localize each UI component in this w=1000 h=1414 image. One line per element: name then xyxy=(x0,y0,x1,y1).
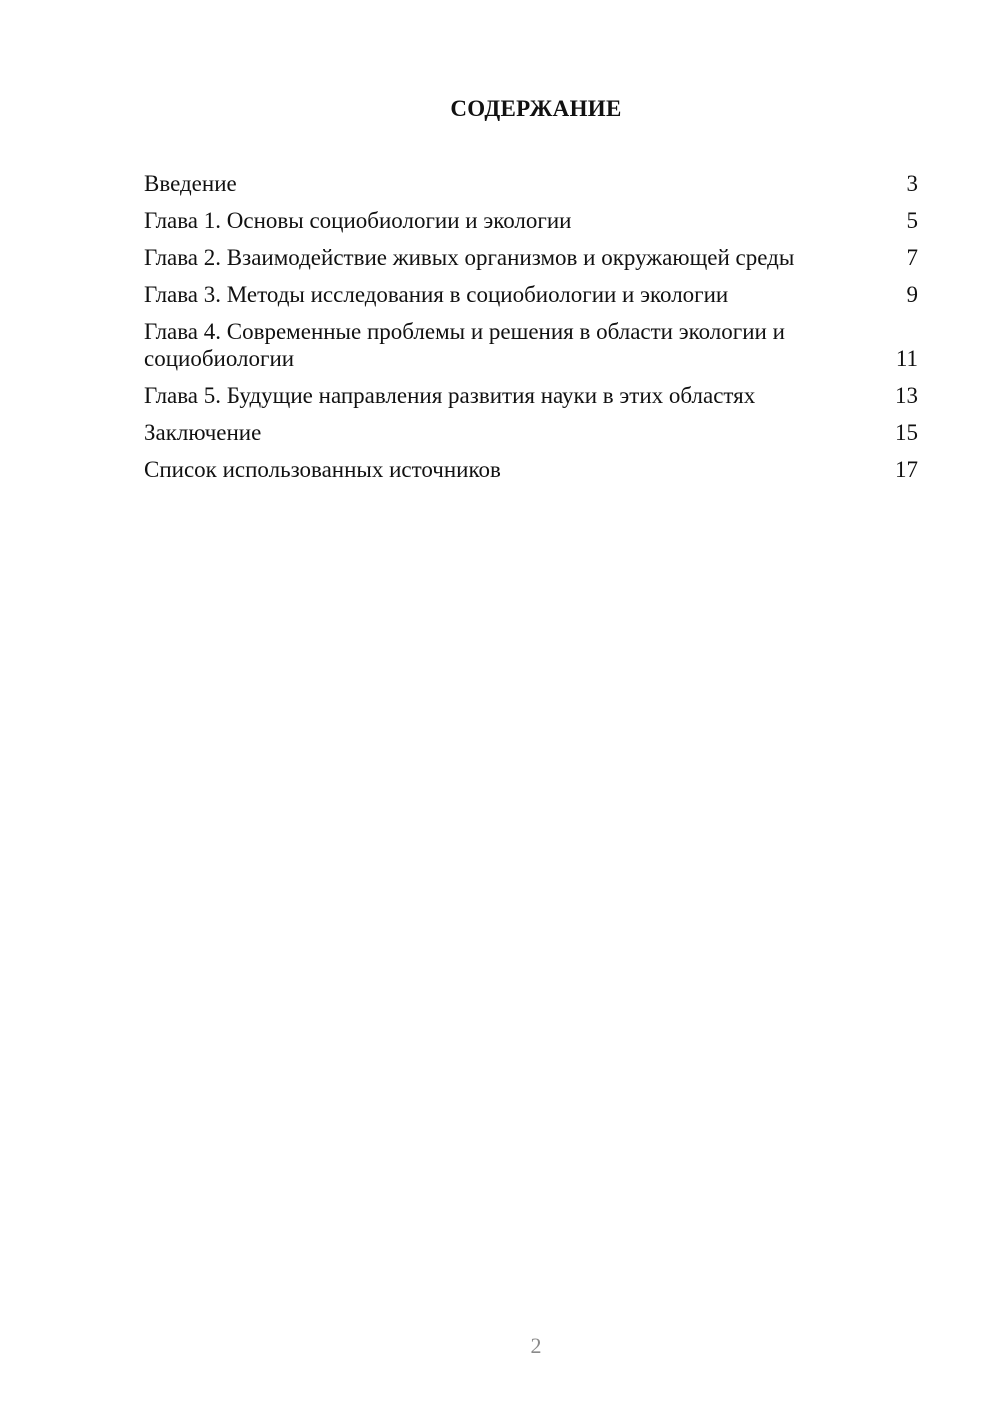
toc-entry-label: Глава 1. Основы социобиологии и экологии xyxy=(144,208,572,233)
toc-entry-page-number: 5 xyxy=(906,208,918,233)
toc-entry-chapter-1[interactable] xyxy=(144,207,918,234)
toc-entry-label: Введение xyxy=(144,171,237,196)
toc-entry-label: Заключение xyxy=(144,420,262,445)
toc-entry-introduction[interactable] xyxy=(144,170,918,197)
toc-entry-page-number: 3 xyxy=(906,171,918,196)
toc-entry-chapter-4[interactable] xyxy=(144,318,918,372)
toc-entry-label: Глава 2. Взаимодействие живых организмов и окружающей среды xyxy=(144,245,795,270)
toc-entry-references[interactable] xyxy=(144,456,918,483)
toc-entry-conclusion[interactable] xyxy=(144,419,918,446)
page-title: СОДЕРЖАНИЕ xyxy=(450,96,622,121)
page-number: 2 xyxy=(530,1333,542,1358)
toc-entry-chapter-5[interactable] xyxy=(144,382,918,409)
toc-entry-chapter-3[interactable] xyxy=(144,281,918,308)
toc-entry-page-number: 15 xyxy=(895,420,918,445)
table-of-contents xyxy=(144,170,918,493)
toc-entry-label: Глава 4. Современные проблемы и решения в области экологии и социобиологии xyxy=(144,319,785,371)
toc-entry-page-number: 13 xyxy=(895,383,918,408)
toc-entry-page-number: 11 xyxy=(895,346,918,371)
toc-entry-page-number: 9 xyxy=(906,282,918,307)
toc-entry-label: Глава 3. Методы исследования в социобиологии и экологии xyxy=(144,282,729,307)
toc-entry-label: Глава 5. Будущие направления развития науки в этих областях xyxy=(144,383,756,408)
toc-entry-chapter-2[interactable] xyxy=(144,244,918,271)
toc-entry-label: Список использованных источников xyxy=(144,457,501,482)
toc-entry-page-number: 17 xyxy=(895,457,918,482)
toc-entry-page-number: 7 xyxy=(906,245,918,270)
